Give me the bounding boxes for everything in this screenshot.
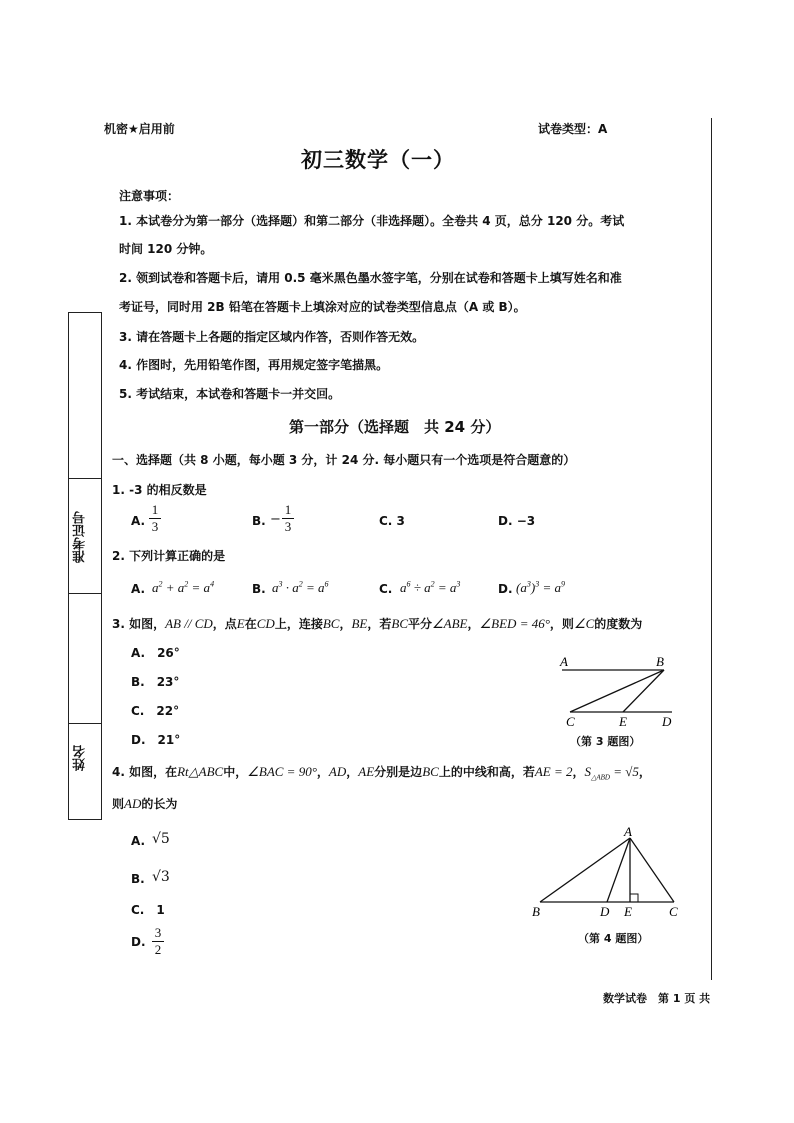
label-a: A (560, 654, 568, 669)
candidate-info-box (68, 312, 102, 820)
segment-bc (570, 670, 664, 712)
label-e: E (619, 714, 627, 728)
side-divider (69, 478, 101, 479)
label-a: A (624, 824, 632, 839)
q1-b-denominator: 3 (284, 519, 292, 534)
section-title: 第一部分（选择题 共 24 分） (289, 418, 501, 436)
confidential-mark: 机密★启用前 (104, 122, 175, 136)
q3-caption: （第 3 题图） (570, 735, 641, 748)
q1-option-a-label: A. (131, 514, 146, 528)
section-instruction: 一、选择题（共 8 小题，每小题 3 分，计 24 分. 每小题只有一个选项是符合题意的） (112, 453, 576, 467)
q1-option-b-label: B. (252, 514, 266, 528)
label-d: D (600, 904, 610, 919)
q1-option-d: D. −3 (498, 514, 536, 528)
q3-option-b: B. 23° (131, 675, 180, 689)
q1-b-sign: − (270, 512, 281, 527)
q4-option-b-value: √3 (152, 869, 170, 885)
page-title: 初三数学（一） (301, 148, 455, 172)
q1-a-numerator: 1 (151, 502, 159, 517)
note-5: 5. 考试结束，本试卷和答题卡一并交回。 (119, 387, 341, 401)
q2-option-c-expr: $a^6 \div a^2 = a^3$ (400, 579, 461, 595)
q1-option-b-fraction (282, 503, 294, 534)
note-1-line-2: 时间 120 分钟。 (119, 242, 213, 256)
side-divider (69, 593, 101, 594)
q2-stem: 2. 下列计算正确的是 (112, 549, 226, 563)
label-e: E (624, 904, 632, 919)
q4-d-numerator: 3 (154, 925, 162, 940)
label-b: B (656, 654, 664, 669)
note-1-line-1: 1. 本试卷分为第一部分（选择题）和第二部分（非选择题）。全卷共 4 页，总分 120 分。考试 (119, 214, 625, 228)
note-3: 3. 请在答题卡上各题的指定区域内作答，否则作答无效。 (119, 330, 425, 344)
q4-option-c: C. 1 (131, 903, 165, 917)
q2-option-c-label: C. (379, 582, 393, 596)
label-c: C (566, 714, 575, 728)
q4-option-d-fraction (152, 926, 164, 957)
q3-option-c: C. 22° (131, 704, 180, 718)
q1-a-denominator: 3 (151, 519, 159, 534)
q3-figure (548, 648, 688, 728)
label-b: B (532, 904, 540, 919)
note-2-line-2: 考证号，同时用 2B 铅笔在答题卡上填涂对应的试卷类型信息点（A 或 B）。 (119, 300, 526, 314)
q4-d-denominator: 2 (154, 942, 162, 957)
label-d: D (662, 714, 672, 728)
q3-stem: 3. 如图，AB // CD，点E在CD上，连接BC，BE，若BC平分∠ABE，∠BED = 46°，则∠C的度数为 (112, 616, 643, 631)
q4-option-a-label: A. (131, 834, 146, 848)
segment-ab (540, 838, 630, 902)
notes-heading: 注意事项： (119, 189, 180, 203)
q3-option-d: D. 21° (131, 733, 181, 747)
q1-option-c: C. 3 (379, 514, 405, 528)
q2-option-b-label: B. (252, 582, 266, 596)
q4-caption: （第 4 题图） (578, 932, 649, 945)
q1-b-numerator: 1 (284, 502, 292, 517)
q1-option-a-fraction (149, 503, 161, 534)
q4-figure (528, 824, 688, 924)
q4-stem: 4. 如图，在Rt△ABC中，∠BAC = 90°，AD，AE分别是边BC上的中线和高，若AE = 2，$S_{\triangle ABD} = √5$， (112, 764, 651, 782)
q4-stem-line-2: 则AD的长为 (112, 796, 178, 811)
side-divider (69, 723, 101, 724)
q3-option-a: A. 26° (131, 646, 180, 660)
q4-option-d-label: D. (131, 935, 146, 949)
label-c: C (669, 904, 678, 919)
segment-ad (607, 838, 630, 902)
q4-option-a-value: √5 (152, 831, 170, 847)
page-footer: 数学试卷 第 1 页 共 (603, 992, 711, 1005)
exam-number-label: 准考证号 (73, 511, 88, 563)
note-4: 4. 作图时，先用铅笔作图，再用规定签字笔描黑。 (119, 358, 389, 372)
name-label: 姓名 (73, 745, 88, 771)
q4-option-b-label: B. (131, 872, 145, 886)
segment-be (623, 670, 664, 712)
right-angle-mark (630, 894, 638, 902)
q2-option-d-label: D. (498, 582, 513, 596)
note-2-line-1: 2. 领到试卷和答题卡后，请用 0.5 毫米黑色墨水签字笔，分别在试卷和答题卡上填写姓名和准 (119, 271, 622, 285)
right-margin-rule (711, 118, 712, 980)
q2-option-b-expr: $a^3 \cdot a^2 = a^6$ (272, 579, 329, 595)
q1-stem: 1. -3 的相反数是 (112, 483, 207, 497)
q2-option-d-expr: $(a^3)^3 = a^9$ (516, 579, 565, 595)
segment-ac (630, 838, 674, 902)
q2-option-a-label: A. (131, 582, 146, 596)
q2-option-a-expr: $a^2 + a^2 = a^4$ (152, 579, 215, 595)
paper-type: 试卷类型：A (538, 122, 608, 136)
